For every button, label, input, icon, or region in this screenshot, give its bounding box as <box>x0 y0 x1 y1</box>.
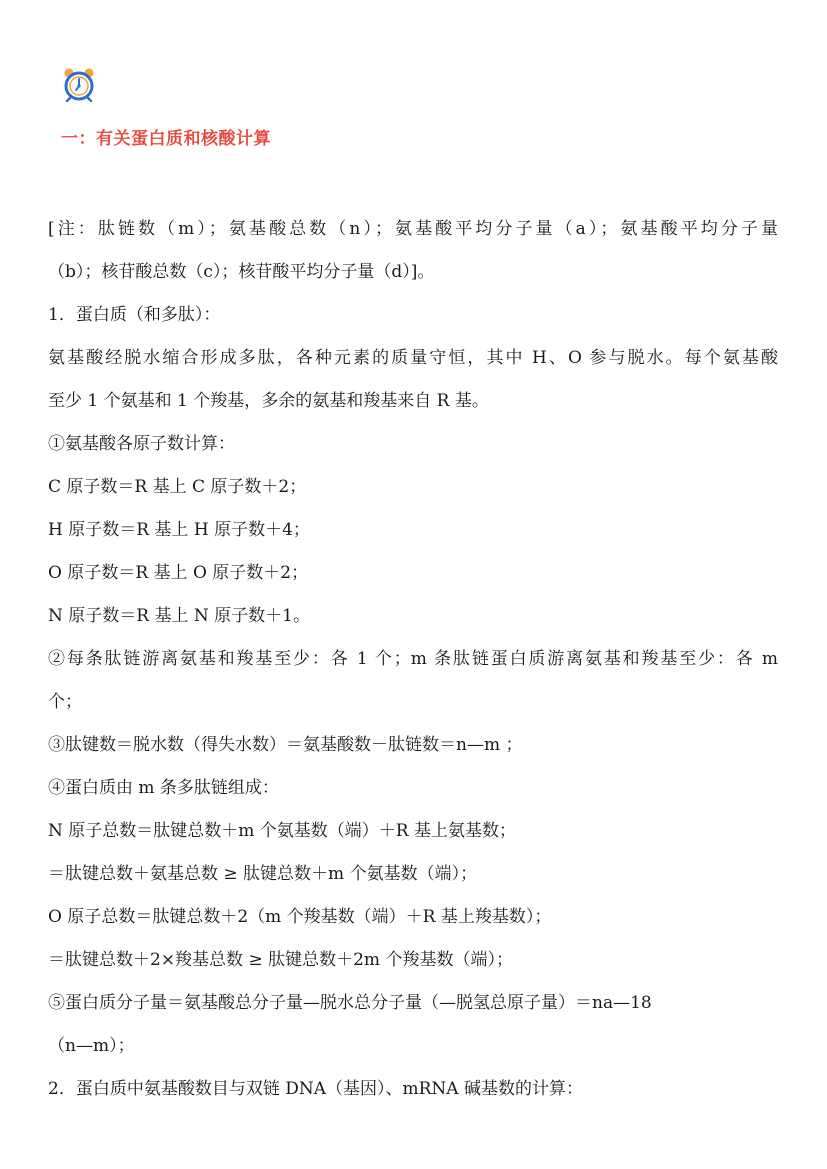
paragraph-line: （b）；核苷酸总数（c）；核苷酸平均分子量（d）]。 <box>48 262 435 282</box>
formula-line: C 原子数＝R 基上 C 原子数＋2； <box>48 477 307 497</box>
formula-line: ＝肽键总数＋氨基总数 ≥ 肽键总数＋m 个氨基数（端）； <box>48 864 478 884</box>
paragraph-line: 至少 1 个氨基和 1 个羧基，多余的氨基和羧基来自 R 基。 <box>48 391 489 411</box>
formula-line: O 原子总数＝肽键总数＋2（m 个羧基数（端）＋R 基上羧基数）； <box>48 907 552 927</box>
paragraph-line: [注：肽链数（m）；氨基酸总数（n）；氨基酸平均分子量（a）；氨基酸平均分子量 <box>48 219 778 239</box>
formula-line: ⑤蛋白质分子量＝氨基酸总分子量—脱水总分子量（—脱氢总原子量）＝na—18 <box>48 993 652 1013</box>
paragraph-line: 个； <box>48 692 82 712</box>
formula-line: ＝肽键总数＋2×羧基总数 ≥ 肽键总数＋2m 个羧基数（端）； <box>48 950 513 970</box>
document-body <box>48 208 778 1111</box>
paragraph-line: 氨基酸经脱水缩合形成多肽，各种元素的质量守恒，其中 H、O 参与脱水。每个氨基酸 <box>48 348 778 368</box>
subheading: 2．蛋白质中氨基酸数目与双链 DNA（基因）、mRNA 碱基数的计算： <box>48 1079 583 1099</box>
formula-line: N 原子数＝R 基上 N 原子数＋1。 <box>48 606 310 626</box>
paragraph-line: ②每条肽链游离氨基和羧基至少：各 1 个；m 条肽链蛋白质游离氨基和羧基至少：各 m <box>48 649 778 669</box>
subheading: 1．蛋白质（和多肽）： <box>48 305 221 325</box>
formula-line: O 原子数＝R 基上 O 原子数＋2； <box>48 563 309 583</box>
paragraph-line: ④蛋白质由 m 条多肽链组成： <box>48 778 279 798</box>
formula-line: （n—m）； <box>48 1036 135 1056</box>
paragraph-line: ①氨基酸各原子数计算： <box>48 434 235 454</box>
formula-line: ③肽键数＝脱水数（得失水数）＝氨基酸数－肽链数＝n—m ； <box>48 735 523 755</box>
formula-line: H 原子数＝R 基上 H 原子数＋4； <box>48 520 310 540</box>
formula-line: N 原子总数＝肽键总数＋m 个氨基数（端）＋R 基上氨基数； <box>48 821 517 841</box>
section-title: 一：有关蛋白质和核酸计算 <box>61 129 271 149</box>
alarm-clock-icon <box>60 66 98 102</box>
